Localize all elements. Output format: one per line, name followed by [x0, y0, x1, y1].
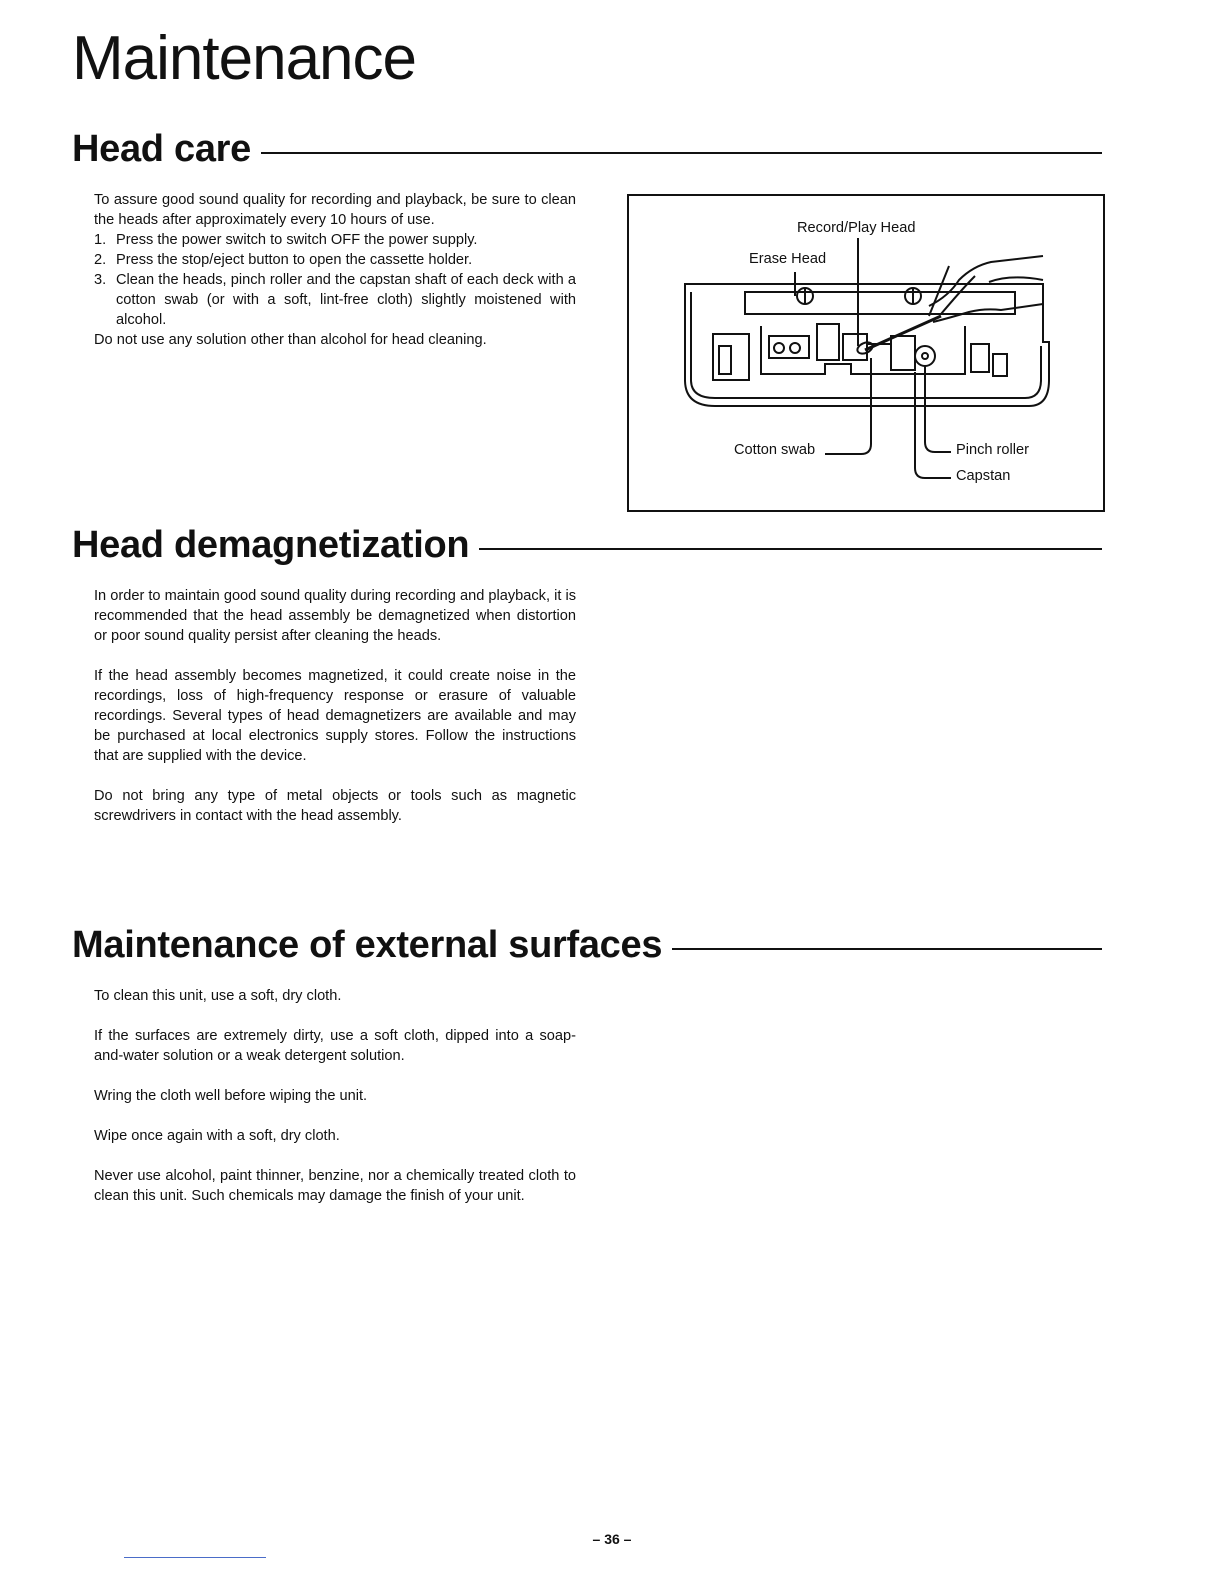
page-title: Maintenance	[72, 24, 417, 93]
step-text: Press the power switch to switch OFF the power supply.	[116, 232, 478, 248]
external-surfaces-heading: Maintenance of external surfaces	[72, 924, 663, 966]
external-surfaces-text	[94, 986, 576, 1226]
step-number: 3.	[94, 272, 107, 288]
label-capstan: Capstan	[956, 468, 1011, 484]
paragraph: If the head assembly becomes magnetized, it could create noise in the recordings, loss of high-frequency response or erasure of valuable recordings. Several types of head demagnetizers are available and may be purchased at local electronics supply stores. Follow the instructions that are supplied with the device.	[94, 668, 576, 764]
head-demagnetization-text	[94, 586, 576, 846]
head-care-note: Do not use any solution other than alcohol for head cleaning.	[94, 332, 487, 348]
step-text: Clean the heads, pinch roller and the capstan shaft of each deck with a cotton swab (or with a soft, lint-free cloth) slightly moistened with alcohol.	[116, 272, 576, 328]
head-care-text	[94, 190, 576, 350]
head-care-heading: Head care	[72, 128, 251, 170]
cassette-deck-illustration	[629, 196, 1103, 510]
section-head-care	[72, 128, 1102, 171]
heading-rule	[261, 152, 1102, 154]
label-cotton-swab: Cotton swab	[734, 442, 816, 458]
label-pinch-roller: Pinch roller	[956, 442, 1029, 458]
paragraph: Never use alcohol, paint thinner, benzine, nor a chemically treated cloth to clean this unit. Such chemicals may damage the finish of your unit.	[94, 1168, 576, 1204]
paragraph: To clean this unit, use a soft, dry cloth.	[94, 988, 342, 1004]
heading-rule	[672, 948, 1102, 950]
paragraph: Do not bring any type of metal objects or tools such as magnetic screwdrivers in contact with the head assembly.	[94, 788, 576, 824]
step-text: Press the stop/eject button to open the cassette holder.	[116, 252, 473, 268]
step-number: 2.	[94, 252, 107, 268]
step-item	[94, 270, 576, 330]
step-item	[94, 250, 576, 270]
step-item	[94, 230, 576, 250]
footer-divider	[124, 1557, 266, 1558]
paragraph: If the surfaces are extremely dirty, use a soft cloth, dipped into a soap-and-water solution or a weak detergent solution.	[94, 1028, 576, 1064]
head-cleaning-figure	[627, 194, 1105, 512]
head-demagnetization-heading: Head demagnetization	[72, 524, 470, 566]
section-head-demagnetization	[72, 524, 1102, 567]
label-record-play-head: Record/Play Head	[797, 220, 916, 236]
paragraph: Wring the cloth well before wiping the unit.	[94, 1088, 368, 1104]
section-external-surfaces	[72, 924, 1102, 967]
page-number: – 36 –	[592, 1531, 632, 1547]
step-number: 1.	[94, 232, 107, 248]
paragraph: Wipe once again with a soft, dry cloth.	[94, 1128, 340, 1144]
head-care-intro: To assure good sound quality for recording and playback, be sure to clean the heads after approximately every 10 hours of use.	[94, 192, 576, 228]
heading-rule	[479, 548, 1102, 550]
paragraph: In order to maintain good sound quality during recording and playback, it is recommended that the head assembly be demagnetized when distortion or poor sound quality persist after cleaning the heads.	[94, 588, 576, 644]
label-erase-head: Erase Head	[749, 251, 827, 267]
head-care-steps	[94, 230, 576, 330]
